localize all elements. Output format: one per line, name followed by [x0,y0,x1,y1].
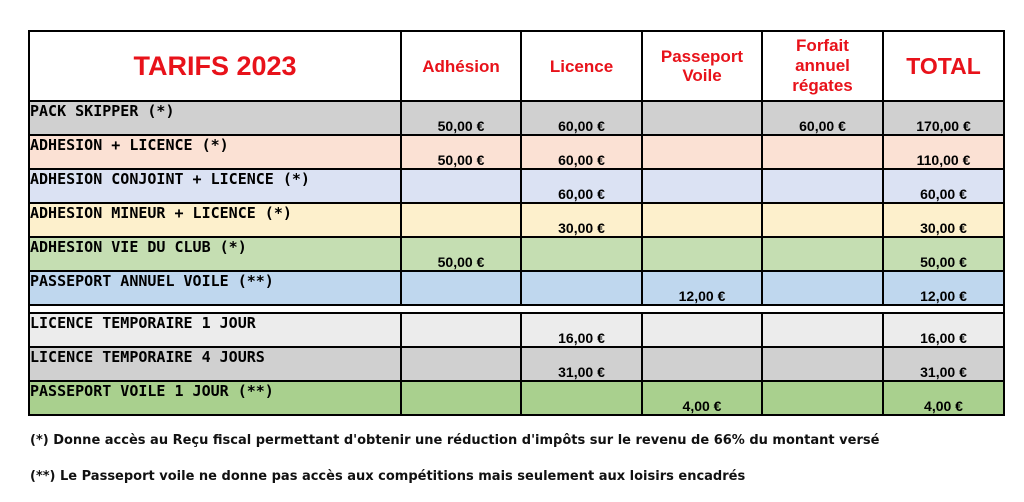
cell-adhesion [401,169,521,203]
cell-passeport [642,347,762,381]
cell-total: 30,00 € [883,203,1004,237]
cell-total: 16,00 € [883,313,1004,347]
cell-adhesion [401,381,521,415]
cell-forfait [762,237,883,271]
row-label: ADHESION VIE DU CLUB (*) [29,237,401,271]
section-separator [29,305,1004,313]
cell-adhesion [401,271,521,305]
cell-total: 12,00 € [883,271,1004,305]
cell-licence: 60,00 € [521,135,642,169]
cell-passeport [642,203,762,237]
separator-cell [29,305,1004,313]
cell-adhesion: 50,00 € [401,135,521,169]
cell-passeport: 4,00 € [642,381,762,415]
cell-total: 170,00 € [883,101,1004,135]
col-header-passeport: Passeport Voile [642,31,762,101]
table-row [29,203,1004,237]
cell-total: 31,00 € [883,347,1004,381]
cell-passeport [642,237,762,271]
cell-passeport [642,135,762,169]
table-row [29,135,1004,169]
table-title: TARIFS 2023 [29,31,401,101]
cell-passeport: 12,00 € [642,271,762,305]
cell-licence: 60,00 € [521,169,642,203]
tarifs-table [28,30,1005,416]
row-label: LICENCE TEMPORAIRE 4 JOURS [29,347,401,381]
col-header-total: TOTAL [883,31,1004,101]
cell-licence: 30,00 € [521,203,642,237]
cell-adhesion: 50,00 € [401,101,521,135]
cell-licence: 16,00 € [521,313,642,347]
cell-licence: 31,00 € [521,347,642,381]
table-row [29,101,1004,135]
cell-total: 60,00 € [883,169,1004,203]
col-header-adhesion: Adhésion [401,31,521,101]
table-row [29,381,1004,415]
cell-total: 4,00 € [883,381,1004,415]
col-header-licence: Licence [521,31,642,101]
row-label: PASSEPORT ANNUEL VOILE (**) [29,271,401,305]
row-label: PASSEPORT VOILE 1 JOUR (**) [29,381,401,415]
table-body [29,101,1004,415]
row-label: ADHESION CONJOINT + LICENCE (*) [29,169,401,203]
table-row [29,169,1004,203]
cell-forfait [762,381,883,415]
cell-passeport [642,101,762,135]
cell-forfait [762,313,883,347]
cell-passeport [642,313,762,347]
cell-total: 50,00 € [883,237,1004,271]
cell-forfait [762,203,883,237]
cell-forfait [762,347,883,381]
cell-adhesion: 50,00 € [401,237,521,271]
footnote-1: (*) Donne accès au Reçu fiscal permettant d'obtenir une réduction d'impôts sur le revenu de 66% du montant versé [30,433,880,448]
cell-passeport [642,169,762,203]
cell-adhesion [401,347,521,381]
header-row [29,31,1004,101]
cell-forfait [762,271,883,305]
footnote-2: (**) Le Passeport voile ne donne pas accès aux compétitions mais seulement aux loisirs encadrés [30,469,746,484]
row-label: PACK SKIPPER (*) [29,101,401,135]
cell-total: 110,00 € [883,135,1004,169]
cell-forfait [762,169,883,203]
row-label: ADHESION MINEUR + LICENCE (*) [29,203,401,237]
cell-licence [521,381,642,415]
cell-adhesion [401,313,521,347]
cell-licence: 60,00 € [521,101,642,135]
cell-licence [521,237,642,271]
row-label: LICENCE TEMPORAIRE 1 JOUR [29,313,401,347]
table-row [29,271,1004,305]
cell-licence [521,271,642,305]
cell-forfait [762,135,883,169]
cell-adhesion [401,203,521,237]
cell-forfait: 60,00 € [762,101,883,135]
table-row [29,313,1004,347]
table-row [29,237,1004,271]
row-label: ADHESION + LICENCE (*) [29,135,401,169]
col-header-forfait: Forfait annuel régates [762,31,883,101]
table-row [29,347,1004,381]
